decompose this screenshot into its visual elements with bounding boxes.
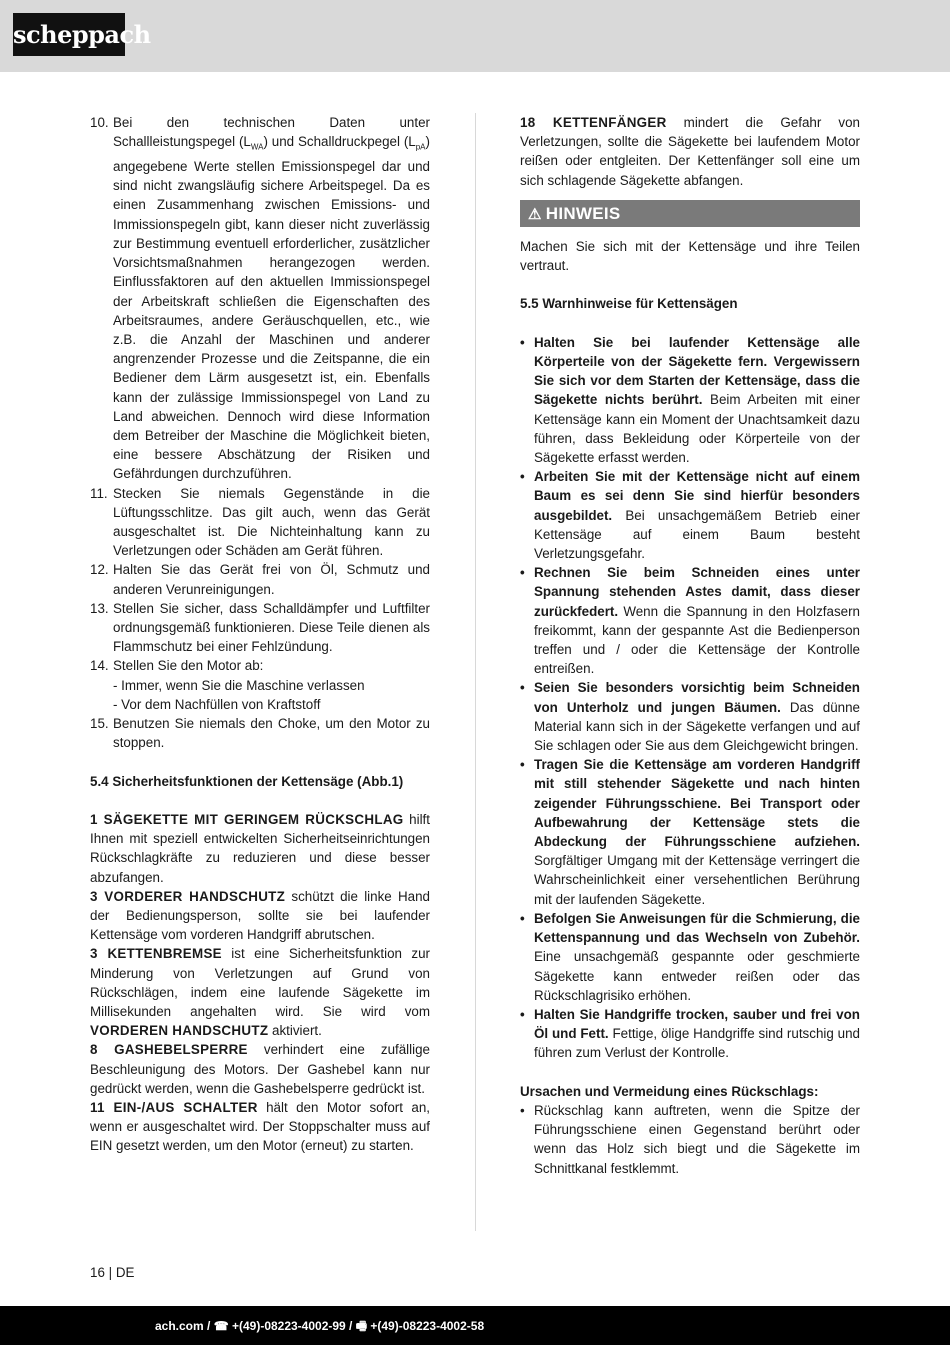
warning-icon: ⚠ (528, 205, 542, 223)
list-item: • Befolgen Sie Anweisungen für die Schmierung, die Kettenspannung und das Wechseln von Zubehör. Eine unsachgemäß gespannte oder geschmierte Sägekette kann entweder reißen oder das Rückschlagrisiko erhöhen. (520, 910, 860, 1003)
feature-paragraph: 8 GASHEBELSPERRE verhindert eine zufällige Beschleunigung des Motors. Der Gashebel kann nur gedrückt werden, wenn die Gashebelsperre gedrückt ist. (90, 1042, 431, 1096)
kickback-title: Ursachen und Vermeidung eines Rückschlags: (520, 1083, 819, 1099)
hinweis-banner: ⚠ HINWEIS (520, 200, 860, 227)
list-item: • Rückschlag kann auftreten, wenn die Spitze der Führungsschiene einen Gegenstand berührt oder wenn das Holz sich biegt und die Sägekette im Schnittkanal festklemmt. (520, 1102, 860, 1176)
list-item: • Tragen Sie die Kettensäge am vorderen Handgriff mit still stehender Sägekette und nach hinten zeigender Führungsschiene. Bei Transport oder Aufbewahrung der Kettensäge stets die Abdeckung der Führungsschiene aufziehen. Sorgfältiger Umgang mit der Kettensäge verringert die Wahrscheinlichkeit einer versehentlichen Berührung mit der laufenden Sägekette. (520, 757, 860, 907)
section-title: 5.5 Warnhinweise für Kettensägen (520, 296, 738, 312)
list-item: • Halten Sie Handgriffe trocken, sauber und frei von Öl und Fett. Fettige, ölige Handgriffe sind rutschig und führen zum Verlust der Kontrolle. (520, 1006, 860, 1061)
list-item: • Arbeiten Sie mit der Kettensäge nicht auf einem Baum es sei denn Sie sind hierfür besonders ausgebildet. Bei unsachgemäßem Betrieb einer Kettensäge auf einem Baum besteht Verletzungsgefahr. (520, 469, 860, 562)
feature-paragraph: 3 VORDERER HANDSCHUTZ schützt die linke Hand der Bedienungsperson, sollte sie bei laufender Kettensäge vom vorderen Handgriff abrutschen. (90, 888, 430, 943)
list-item: 11. Stecken Sie niemals Gegenstände in die Lüftungsschlitze. Das gilt auch, wenn das Gerät ausgeschaltet ist. Die Nichteinhaltung kann zu Verletzungen oder Schäden am Gerät führen. (90, 485, 430, 559)
page-footer (0, 1306, 950, 1345)
feature-paragraph: 3 KETTENBREMSE ist eine Sicherheitsfunktion zur Minderung von Verletzungen auf Grund von Rückschlägen, indem eine laufende Sägekette im Millisekunden angehalten wird. Sie wird vom VORDEREN HANDSCHUTZ aktiviert. (90, 946, 430, 1039)
footer-contact: ach.com / ☎ +(49)-08223-4002-99 / 🖷 +(49)-08223-4002-58 (155, 1319, 485, 1333)
section-title: 5.4 Sicherheitsfunktionen der Kettensäge (Abb.1) (90, 773, 404, 789)
list-item: 15. Benutzen Sie niemals den Choke, um den Motor zu stoppen. (90, 715, 430, 751)
list-item: 12. Halten Sie das Gerät frei von Öl, Schmutz und anderen Verunreinigungen. (90, 562, 430, 597)
feature-paragraph: 18 KETTENFÄNGER mindert die Gefahr von Verletzungen, sollte die Sägekette bei laufendem Motor reißen oder entgleiten. Der Kettenfänger soll eine um sich schlagende Sägekette abfangen. (520, 115, 860, 188)
column-divider (475, 113, 476, 1231)
list-item: • Rechnen Sie beim Schneiden eines unter Spannung stehenden Astes damit, dass dieser zurückfedert. Wenn die Spannung in den Holzfasern freikommt, kann der gespannte Ast die Bedienperson treffen und / oder die Kettensäge der Kontrolle entreißen. (520, 565, 860, 677)
scheppach-logo: scheppach (13, 13, 125, 56)
list-item: • Seien Sie besonders vorsichtig beim Schneiden von Unterholz und jungen Bäumen. Das dünne Material kann sich in der Sägekette verfangen und auf Sie schlagen oder Sie aus dem Gleichgewicht bringen. (520, 680, 861, 754)
list-item: 10. Bei den technischen Daten unter Schallleistungspegel $(L_{WA})$ und Schalldruckpegel $(L_{pA})$ angegebene Werte stellen Emissionspegel dar und sind nicht zwangsläufig sichere Arbeitspegel. Da es einen Zusammenhang zwischen Emissions- und Immissionspegeln gibt, kann dieser nicht zuverlässig zur Bestimmung eventuell erforderlicher, zusätzlicher Vorsichtsmaßnahmen herangezogen werden. Einflussfaktoren auf den aktuellen Immissionspegel der Arbeitskraft schließen die Eigenschaften des Arbeitsraumes, andere Geräuschquellen, etc., wie z.B. die Anzahl der Maschinen und anderer angrenzender Prozesse und die Zeitspanne, die ein Bediener dem Lärm ausgesetzt ist, ein. Ebenfalls kann der zulässige Immissionspegel von Land zu Land abweichen. Dennoch wird diese Information dem Betreiber der Maschine die Möglichkeit bieten, eine bessere Abschätzung der Risiken und Gefährdungen durchzuführen. (90, 115, 430, 482)
list-item: • Halten Sie bei laufender Kettensäge alle Körperteile von der Sägekette fern. Vergewissern Sie sich vor dem Starten der Kettensäge, dass die Sägekette nichts berührt. Beim Arbeiten mit einer Kettensäge kann ein Moment der Unachtsamkeit dazu führen, dass Bekleidung oder Körperteile von der Sägekette erfasst werden. (520, 334, 860, 466)
left-column (90, 113, 430, 1156)
page-header (0, 0, 950, 72)
right-column (520, 113, 860, 1178)
hinweis-text: Machen Sie sich mit der Kettensäge und ihre Teilen vertraut. (520, 238, 860, 274)
feature-paragraph: 11 EIN-/AUS SCHALTER hält den Motor sofort an, wenn er ausgeschaltet wird. Der Stoppschalter muss auf EIN gesetzt werden, um den Motor (erneut) zu starten. (90, 1100, 430, 1154)
list-item: 14. Stellen Sie den Motor ab: - Immer, wenn Sie die Maschine verlassen - Vor dem Nachfüllen von Kraftstoff (90, 658, 365, 712)
list-item: 13. Stellen Sie sicher, dass Schalldämpfer und Luftfilter ordnungsgemäß funktionieren. Diese Teile dienen als Flammschutz bei einer Fehlzündung. (90, 600, 430, 655)
page-number: 16 | DE (90, 1265, 135, 1280)
feature-paragraph: 1 SÄGEKETTE MIT GERINGEM RÜCKSCHLAG hilft Ihnen mit speziell entwickelten Sicherheitseinrichtungen Rückschlagkräfte zu reduzieren und diese besser abzufangen. (90, 811, 430, 885)
